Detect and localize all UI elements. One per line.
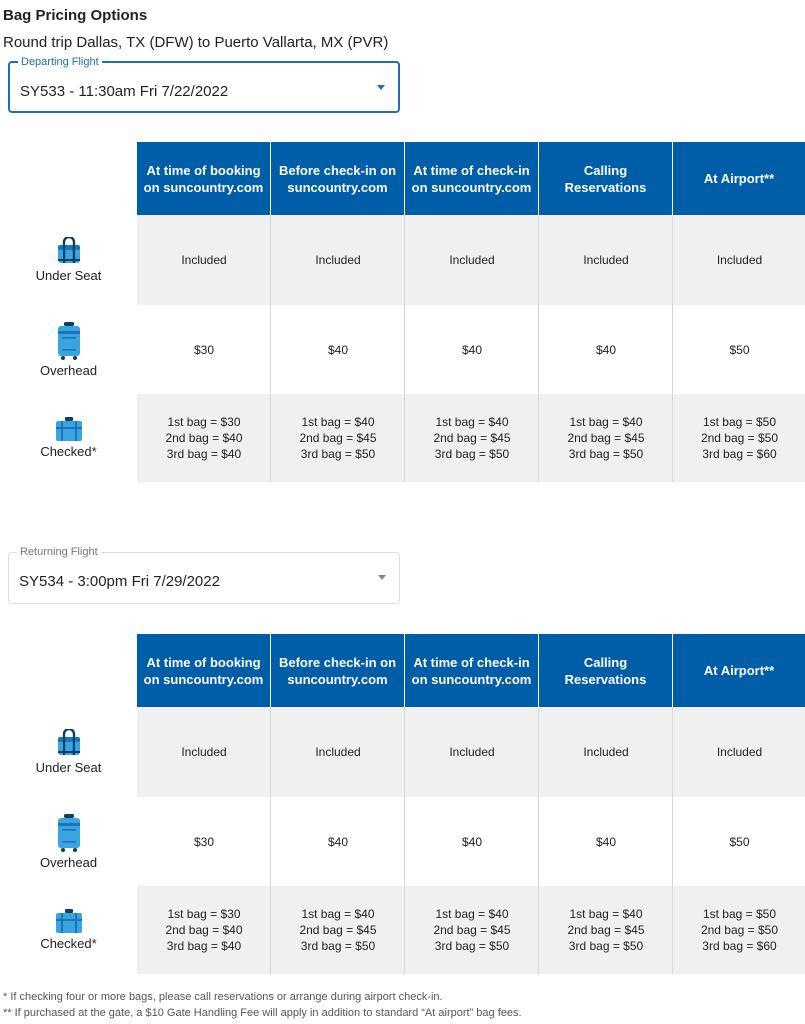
departing-flight-label: Departing Flight xyxy=(18,55,102,69)
price-text: 2nd bag = $50 xyxy=(700,431,779,445)
price-text: $40 xyxy=(327,342,349,357)
row-label-text: Checked* xyxy=(40,444,97,459)
price-text: 3rd bag = $50 xyxy=(300,939,376,953)
column-divider xyxy=(404,215,405,482)
column-header: Calling Reservations xyxy=(539,142,672,215)
price-cell xyxy=(539,707,673,797)
price-text: 2nd bag = $50 xyxy=(700,923,779,937)
column-divider xyxy=(270,707,271,974)
page-title: Bag Pricing Options xyxy=(3,7,148,24)
price-cell xyxy=(539,797,673,886)
overhead-bag-icon xyxy=(54,814,84,852)
price-cell xyxy=(271,305,405,394)
price-text: Included xyxy=(315,253,361,267)
price-cell xyxy=(137,394,271,482)
row-label xyxy=(0,729,137,775)
column-divider xyxy=(538,215,539,482)
price-cell xyxy=(137,215,271,305)
price-text: Included xyxy=(583,745,629,759)
row-label xyxy=(0,322,137,378)
overhead-bag-icon xyxy=(54,322,84,360)
under-seat-bag-icon xyxy=(55,237,83,265)
column-divider xyxy=(672,215,673,482)
price-text: 3rd bag = $40 xyxy=(166,447,242,461)
price-text: Included xyxy=(315,745,361,759)
price-text: 1st bag = $40 xyxy=(569,415,643,429)
price-text: 2nd bag = $45 xyxy=(299,923,377,937)
route-description: Round trip Dallas, TX (DFW) to Puerto Vallarta, MX (PVR) xyxy=(3,34,389,51)
price-text: 1st bag = $40 xyxy=(569,907,643,921)
price-text: Included xyxy=(716,745,763,759)
price-cell xyxy=(539,215,673,305)
price-text: 3rd bag = $50 xyxy=(568,447,644,461)
price-cell xyxy=(137,305,271,394)
price-cell xyxy=(405,394,539,482)
price-cell xyxy=(405,797,539,886)
row-label xyxy=(0,417,137,459)
price-text: $40 xyxy=(327,834,349,849)
price-cell xyxy=(673,707,805,797)
column-header: At time of booking on suncountry.com xyxy=(137,142,270,215)
price-text: 3rd bag = $50 xyxy=(434,939,510,953)
price-cell xyxy=(673,797,805,886)
price-text: 2nd bag = $45 xyxy=(433,923,511,937)
price-text: Included xyxy=(716,253,763,267)
price-text: 1st bag = $40 xyxy=(435,907,509,921)
price-cell xyxy=(539,886,673,974)
price-text: $50 xyxy=(729,834,750,849)
row-label-text: Checked* xyxy=(40,936,97,951)
price-text: 1st bag = $40 xyxy=(435,415,509,429)
price-text: 3rd bag = $50 xyxy=(568,939,644,953)
price-text: 2nd bag = $45 xyxy=(567,431,645,445)
price-cell xyxy=(271,394,405,482)
price-cell xyxy=(137,886,271,974)
price-cell xyxy=(405,215,539,305)
price-cell xyxy=(271,797,405,886)
price-text: Included xyxy=(449,253,495,267)
price-cell xyxy=(271,215,405,305)
column-header: At Airport** xyxy=(673,634,805,707)
price-text: 2nd bag = $40 xyxy=(165,923,243,937)
column-divider xyxy=(404,707,405,974)
column-header: Before check-in on suncountry.com xyxy=(271,634,404,707)
price-text: 1st bag = $40 xyxy=(301,415,375,429)
column-divider xyxy=(672,707,673,974)
price-text: 2nd bag = $45 xyxy=(567,923,645,937)
price-text: $40 xyxy=(595,342,617,357)
price-cell xyxy=(137,797,271,886)
price-text: Included xyxy=(449,745,495,759)
column-header: At Airport** xyxy=(673,142,805,215)
price-text: 2nd bag = $45 xyxy=(299,431,377,445)
price-text: 1st bag = $50 xyxy=(702,415,777,429)
price-text: Included xyxy=(181,745,227,759)
returning-flight-value: SY534 - 3:00pm Fri 7/29/2022 xyxy=(19,573,220,590)
price-cell xyxy=(405,707,539,797)
price-cell xyxy=(673,886,805,974)
price-cell xyxy=(405,886,539,974)
price-text: 2nd bag = $45 xyxy=(433,431,511,445)
price-cell xyxy=(271,886,405,974)
price-text: $40 xyxy=(461,834,483,849)
price-text: 1st bag = $40 xyxy=(301,907,375,921)
row-label-text: Overhead xyxy=(39,363,98,378)
footnote-checked-bags: * If checking four or more bags, please call reservations or arrange during airport check-in. xyxy=(3,991,443,1003)
checked-bag-icon xyxy=(54,417,84,441)
under-seat-bag-icon xyxy=(55,729,83,757)
price-text: 3rd bag = $40 xyxy=(166,939,242,953)
price-cell xyxy=(539,394,673,482)
price-text: $30 xyxy=(193,834,215,849)
price-text: 3rd bag = $50 xyxy=(434,447,510,461)
price-cell xyxy=(673,215,805,305)
chevron-down-icon xyxy=(378,575,386,580)
price-text: 1st bag = $50 xyxy=(702,907,777,921)
price-text: $30 xyxy=(193,342,215,357)
price-text: $40 xyxy=(461,342,483,357)
column-header: At time of check-in on suncountry.com xyxy=(405,142,538,215)
column-header: At time of check-in on suncountry.com xyxy=(405,634,538,707)
price-cell xyxy=(539,305,673,394)
price-cell xyxy=(673,394,805,482)
price-text: 3rd bag = $50 xyxy=(300,447,376,461)
footnote-gate-fee: ** If purchased at the gate, a $10 Gate Handling Fee will apply in addition to standard “At airport” bag fees. xyxy=(3,1007,522,1019)
row-label xyxy=(0,814,137,870)
price-text: 2nd bag = $40 xyxy=(165,431,243,445)
price-cell xyxy=(271,707,405,797)
row-label xyxy=(0,237,137,283)
column-header: Before check-in on suncountry.com xyxy=(271,142,404,215)
price-cell xyxy=(673,305,805,394)
column-header: Calling Reservations xyxy=(539,634,672,707)
departing-flight-value: SY533 - 11:30am Fri 7/22/2022 xyxy=(20,83,229,100)
price-text: $40 xyxy=(595,834,617,849)
row-label-text: Under Seat xyxy=(35,268,102,283)
column-divider xyxy=(538,707,539,974)
departing-flight-select[interactable] xyxy=(8,56,400,113)
price-text: Included xyxy=(583,253,629,267)
price-text: $50 xyxy=(729,342,750,357)
price-cell xyxy=(137,707,271,797)
price-text: 1st bag = $30 xyxy=(167,907,241,921)
price-text: Included xyxy=(181,253,227,267)
column-header: At time of booking on suncountry.com xyxy=(137,634,270,707)
price-text: 1st bag = $30 xyxy=(167,415,241,429)
price-text: 3rd bag = $60 xyxy=(702,939,777,953)
returning-flight-select[interactable] xyxy=(8,546,400,604)
row-label-text: Overhead xyxy=(39,855,98,870)
checked-bag-icon xyxy=(54,909,84,933)
returning-flight-label: Returning Flight xyxy=(17,545,101,559)
row-label xyxy=(0,909,137,951)
chevron-down-icon xyxy=(377,85,385,90)
price-text: 3rd bag = $60 xyxy=(702,447,777,461)
column-divider xyxy=(270,215,271,482)
price-cell xyxy=(405,305,539,394)
row-label-text: Under Seat xyxy=(35,760,102,775)
